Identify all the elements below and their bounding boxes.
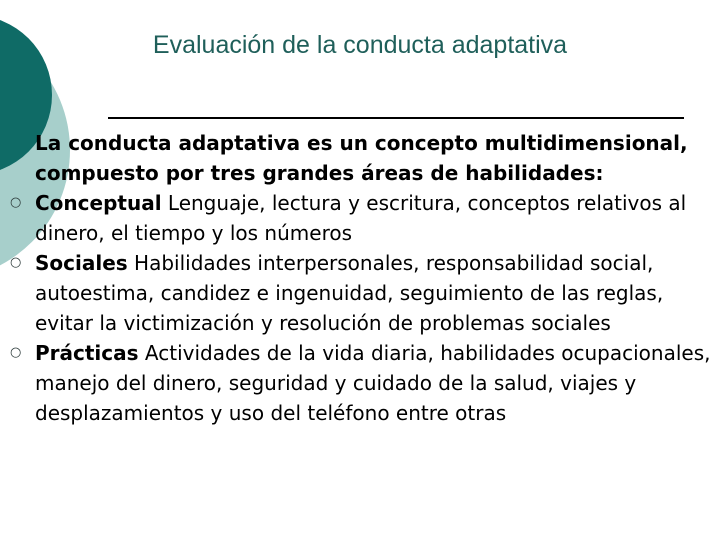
item-term: Prácticas: [35, 341, 139, 365]
circle-bullet-icon: ○: [10, 195, 22, 210]
title-divider: [108, 117, 684, 119]
circle-bullet-icon: ○: [10, 345, 22, 360]
slide-title: Evaluación de la conducta adaptativa: [152, 31, 568, 59]
item-term: Sociales: [35, 251, 128, 275]
intro-text: La conducta adaptativa es un concepto multidimensional, compuesto por tres grandes áreas de habilidades:: [35, 131, 688, 185]
slide-body: [10, 128, 715, 428]
skills-list: [10, 188, 715, 428]
item-description: Actividades de la vida diaria, habilidades ocupacionales, manejo del dinero, seguridad y cuidado de la salud, viajes y desplazamientos y uso del teléfono entre otras: [35, 341, 711, 425]
list-item-sociales: [10, 248, 715, 338]
circle-bullet-icon: ○: [10, 255, 22, 270]
list-item-practicas: [10, 338, 715, 428]
list-item-conceptual: [10, 188, 715, 248]
item-description: Lenguaje, lectura y escritura, conceptos relativos al dinero, el tiempo y los números: [35, 191, 687, 245]
item-description: Habilidades interpersonales, responsabilidad social, autoestima, candidez e ingenuidad, seguimiento de las reglas, evitar la victimización y resolución de problemas sociales: [35, 251, 664, 335]
item-term: Conceptual: [35, 191, 162, 215]
